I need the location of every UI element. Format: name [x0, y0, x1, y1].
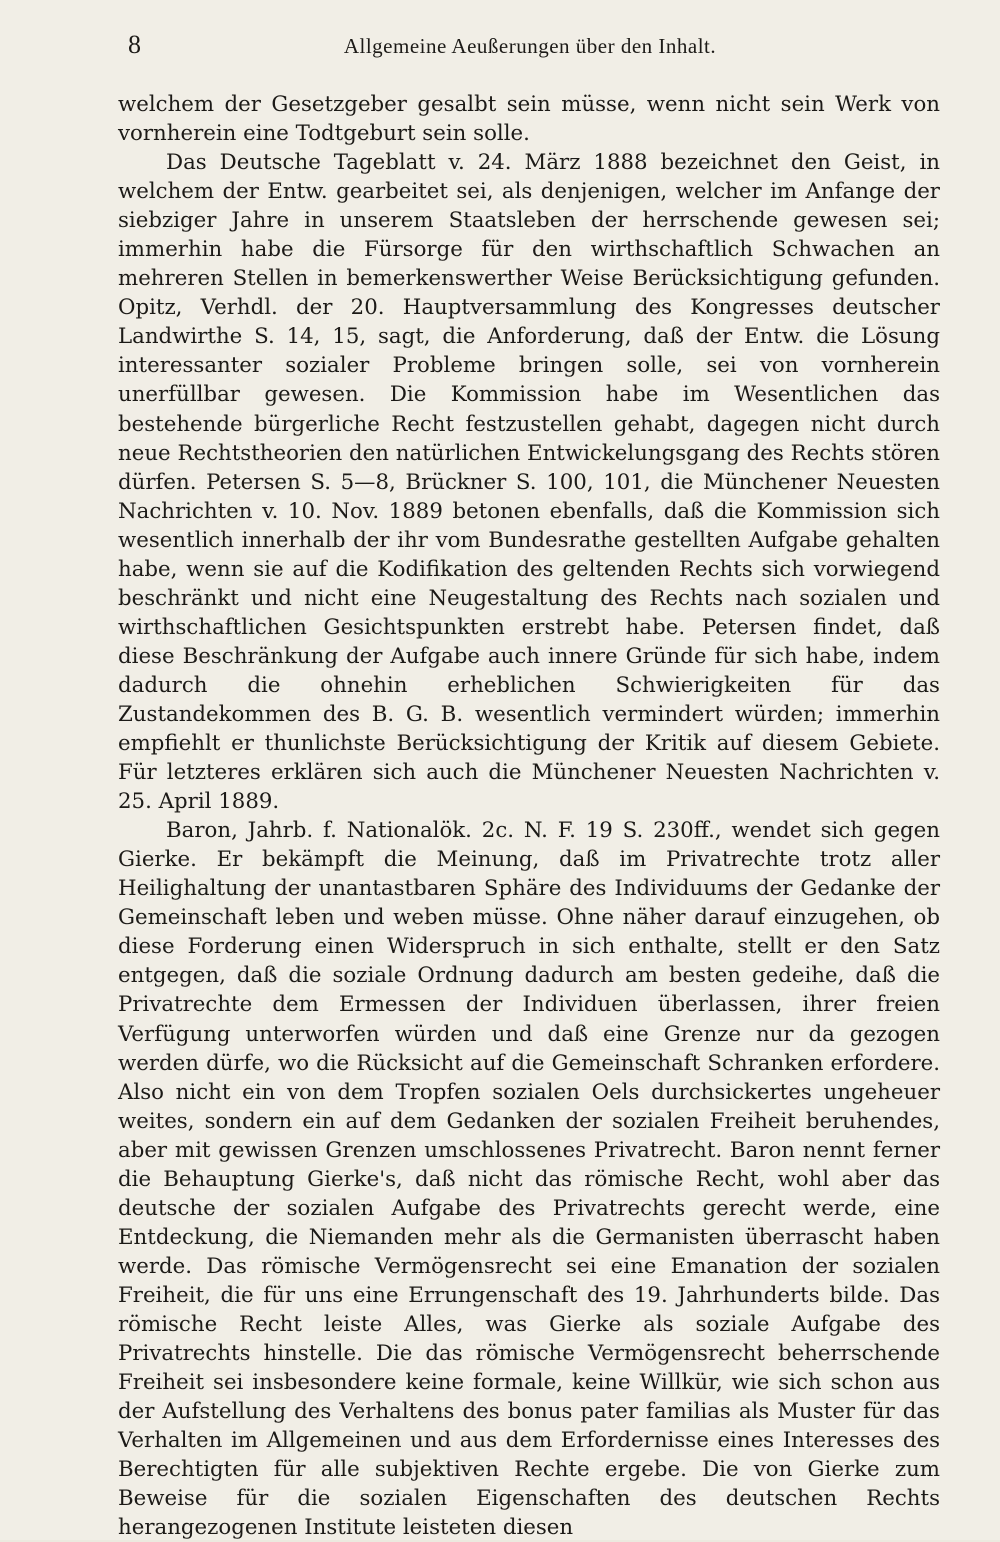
running-title: Allgemeine Aeußerungen über den Inhalt. — [343, 34, 717, 58]
paragraph-tageblatt: Das Deutsche Tageblatt v. 24. März 1888 bezeichnet den Geist, in welchem der Entw. gearbeitet sei, als denjenigen, welcher im Anfange der siebziger Jahre in unserem Staatsleben der herrschende gewesen sei; immerhin habe die Fürsorge für den wirthschaftlich Schwachen an mehreren Stellen in bemerkenswerther Weise Berücksichtigung gefunden. Opitz, Verhdl. der 20. Hauptversammlung des Kongresses deutscher Landwirthe S. 14, 15, sagt, die Anforderung, daß der Entw. die Lösung interessanter sozialer Probleme bringen solle, sei von vornherein unerfüllbar gewesen. Die Kommission habe im Wesentlichen das bestehende bürgerliche Recht festzustellen gehabt, dagegen nicht durch neue Rechtstheorien den natürlichen Entwickelungsgang des Rechts stören dürfen. Petersen S. 5—8, Brückner S. 100, 101, die Münchener Neuesten Nachrichten v. 10. Nov. 1889 betonen ebenfalls, daß die Kommission sich wesentlich innerhalb der ihr vom Bundesrathe gestellten Aufgabe gehalten habe, wenn sie auf die Kodifikation des geltenden Rechts sich vorwiegend beschränkt und nicht eine Neugestaltung des Rechts nach sozialen und wirthschaftlichen Gesichtspunkten erstrebt habe. Petersen findet, daß diese Beschränkung der Aufgabe auch innere Gründe für sich habe, indem dadurch die ohnehin erheblichen Schwierigkeiten für das Zustandekommen des B. G. B. wesentlich vermindert würden; immerhin empfiehlt er thunlichste Berücksichtigung der Kritik auf diesem Gebiete. Für letzteres erklären sich auch die Münchener Neuesten Nachrichten v. 25. April 1889. — [118, 150, 940, 815]
body-text — [118, 90, 940, 1542]
page-header — [120, 30, 940, 64]
paragraph-baron: Baron, Jahrb. f. Nationalök. 2c. N. F. 19 S. 230ff., wendet sich gegen Gierke. Er bekämpft die Meinung, daß im Privatrechte trotz aller Heilighaltung der unantastbaren Sphäre des Individuums der Gedanke der Gemeinschaft leben und weben müsse. Ohne näher darauf einzugehen, ob diese Forderung einen Widerspruch in sich enthalte, stellt er den Satz entgegen, daß die soziale Ordnung dadurch am besten gedeihe, daß die Privatrechte dem Ermessen der Individuen überlassen, ihrer freien Verfügung unterworfen würden und daß eine Grenze nur da gezogen werden dürfe, wo die Rücksicht auf die Gemeinschaft Schranken erfordere. Also nicht ein von dem Tropfen sozialen Oels durchsickertes ungeheuer weites, sondern ein auf dem Gedanken der sozialen Freiheit beruhendes, aber mit gewissen Grenzen umschlossenes Privatrecht. Baron nennt ferner die Behauptung Gierke's, daß nicht das römische Recht, wohl aber das deutsche der sozialen Aufgabe des Privatrechts gerecht werde, eine Entdeckung, die Niemanden mehr als die Germanisten überrascht haben werde. Das römische Vermögensrecht sei eine Emanation der sozialen Freiheit, die für uns eine Errungenschaft des 19. Jahrhunderts bilde. Das römische Recht leiste Alles, was Gierke als soziale Aufgabe des Privatrechts hinstelle. Die das römische Vermögensrecht beherrschende Freiheit sei insbesondere keine formale, keine Willkür, wie sich schon aus der Aufstellung des Verhaltens des bonus pater familias als Muster für das Verhalten im Allgemeinen und aus dem Erfordernisse eines Interesses des Berechtigten für alle subjektiven Rechte ergebe. Die von Gierke zum Beweise für die sozialen Eigenschaften des deutschen Rechts herangezogenen Institute leisteten diesen — [118, 818, 940, 1541]
paragraph-continuation: welchem der Gesetzgeber gesalbt sein müsse, wenn nicht sein Werk von vornherein eine Todtgeburt sein solle. — [118, 92, 940, 147]
page-number: 8 — [128, 30, 141, 59]
